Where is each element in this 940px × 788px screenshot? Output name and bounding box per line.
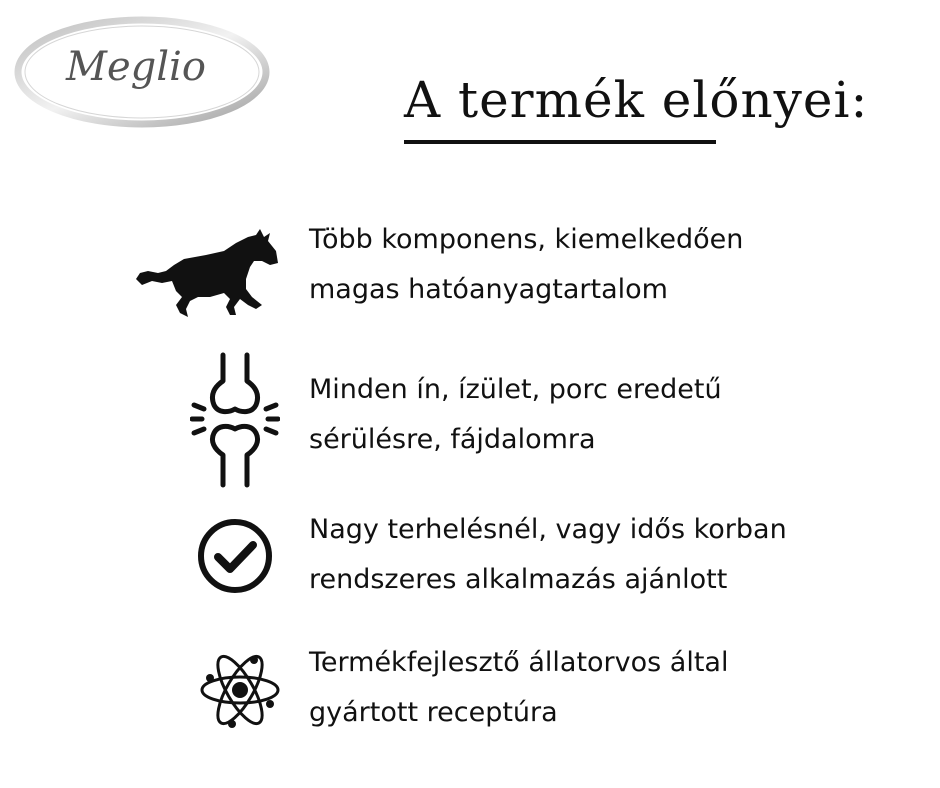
benefit-line: Nagy terhelésnél, vagy idős korban [309,514,787,545]
benefit-line: gyártott receptúra [309,697,558,728]
benefit-text [309,505,787,605]
page-title: A termék előnyei: [404,71,869,129]
check-circle-icon [196,517,274,599]
benefit-text [309,638,728,738]
benefit-line: magas hatóanyagtartalom [309,274,668,305]
benefit-text [309,215,743,315]
benefit-line: Minden ín, ízület, porc eredetű [309,374,722,405]
title-underline [404,140,716,144]
benefit-text [309,365,722,465]
benefit-line: Több komponens, kiemelkedően [309,224,744,255]
benefit-line: sérülésre, fájdalomra [309,424,596,455]
logo-text: Meglio [66,44,206,90]
joint-icon [190,351,280,493]
benefit-line: Termékfejlesztő állatorvos által [309,647,729,678]
atom-icon [198,650,282,734]
brand-logo [14,16,270,128]
benefit-line: rendszeres alkalmazás ajánlott [309,564,728,595]
horse-icon [136,221,282,325]
